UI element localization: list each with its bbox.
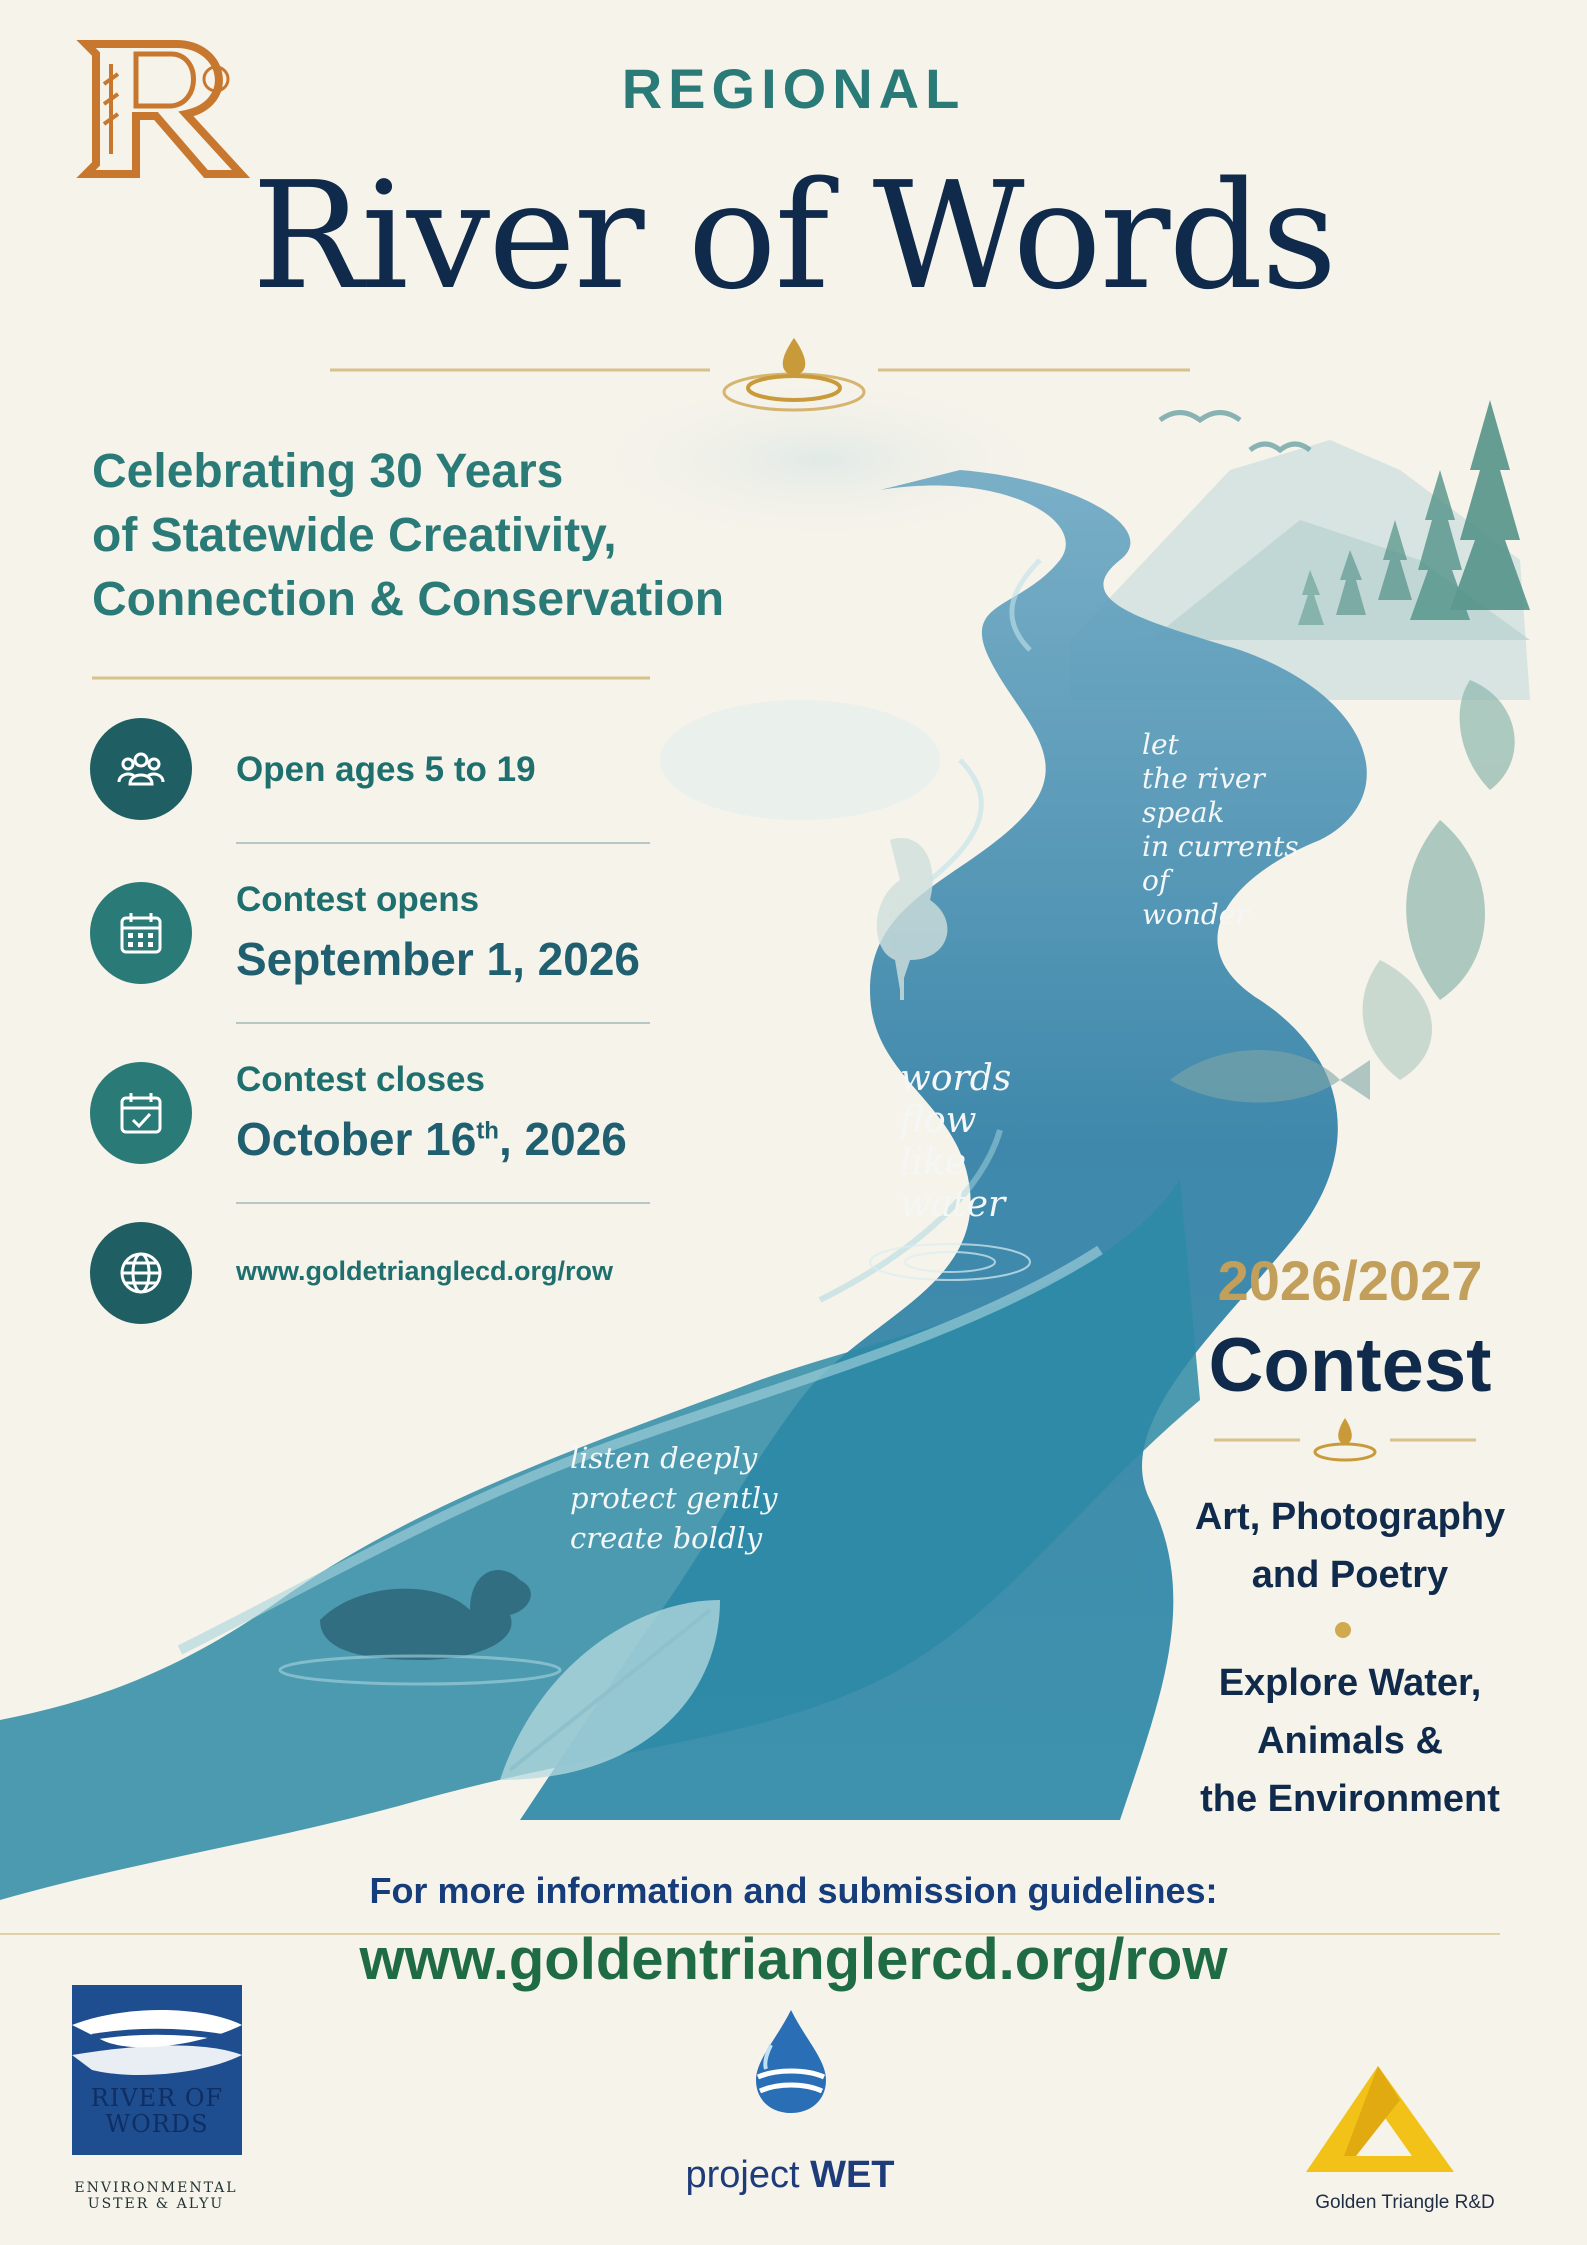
ages-label: Open ages 5 to 19 <box>236 750 536 789</box>
poem-line: flow <box>900 1100 977 1141</box>
project-wet-logo <box>620 2154 960 2197</box>
category-line: and Poetry <box>1251 1554 1449 1596</box>
closes-date-year: , 2026 <box>498 1113 627 1165</box>
opens-date: September 1, 2026 <box>236 933 641 985</box>
poem-line: water <box>900 1184 1006 1225</box>
poem-line: wonder <box>1142 898 1249 931</box>
contest-heading: Contest <box>1208 1323 1492 1408</box>
wet-bold: WET <box>810 2154 895 2196</box>
logo-text: WORDS <box>105 2110 209 2138</box>
opens-row <box>90 880 650 1000</box>
closes-row <box>90 1060 650 1180</box>
closes-label: Contest closes <box>236 1060 485 1099</box>
golden-triangle-logo-icon <box>1300 2060 1460 2180</box>
more-info-text: For more information and submission guidelines: <box>369 1870 1218 1911</box>
theme-line: the Environment <box>1200 1778 1500 1820</box>
poem-middle <box>900 1058 1011 1226</box>
closes-date-main: October 16 <box>236 1113 477 1165</box>
footer-url-link[interactable]: www.goldentrianglercd.org/row <box>359 1927 1228 1992</box>
poem-line: let <box>1142 728 1179 761</box>
row-logo-subtext <box>66 2180 246 2212</box>
birds <box>1160 413 1310 451</box>
bullet-dot <box>1335 1622 1351 1638</box>
category-line: Art, Photography <box>1194 1496 1506 1538</box>
closes-date <box>236 1112 627 1166</box>
divider <box>236 842 650 844</box>
water-drop-icon <box>746 2005 836 2115</box>
page-title: River of Words <box>251 150 1336 322</box>
logo-subtext: ENVIRONMENTAL <box>74 2180 238 2196</box>
globe-icon <box>90 1222 192 1324</box>
ages-row <box>90 718 650 828</box>
poem-lower <box>570 1438 778 1558</box>
closes-date-suffix: th <box>476 1117 499 1145</box>
divider <box>236 1022 650 1024</box>
poem-line: speak <box>1142 796 1225 829</box>
poem-line: create boldly <box>570 1521 763 1555</box>
poem-line: of <box>1142 864 1170 897</box>
poem-top-right <box>1142 728 1299 932</box>
intro-line: Celebrating 30 Years <box>92 445 564 498</box>
header-kicker: REGIONAL <box>621 57 966 120</box>
contest-divider <box>1214 1418 1476 1460</box>
contest-year: 2026/2027 <box>1217 1249 1483 1312</box>
people-group-icon <box>90 718 192 820</box>
theme-line: Explore Water, <box>1218 1662 1482 1704</box>
intro-line: of Statewide Creativity, <box>92 509 617 562</box>
poem-line: protect gently <box>570 1481 778 1515</box>
theme-line: Animals & <box>1257 1720 1443 1762</box>
website-link[interactable]: www.goldetrianglecd.org/row <box>236 1256 614 1286</box>
contest-categories <box>1160 1488 1540 1604</box>
divider <box>236 1202 650 1204</box>
poem-line: like <box>900 1142 967 1183</box>
river-of-words-logo <box>72 1985 242 2155</box>
poem-line: listen deeply <box>570 1441 758 1475</box>
intro-line: Connection & Conservation <box>92 573 725 626</box>
poem-line: in currents <box>1142 830 1299 863</box>
calendar-icon <box>90 882 192 984</box>
logo-text: RIVER OF <box>90 2084 224 2112</box>
logo-subtext: USTER & ALYU <box>87 2196 225 2212</box>
leaves-right <box>1363 680 1515 1080</box>
golden-triangle-label: Golden Triangle R&D <box>1315 2192 1495 2213</box>
opens-label: Contest opens <box>236 880 480 919</box>
intro-heading <box>92 440 812 632</box>
poem-line: the river <box>1142 762 1265 795</box>
poem-line: words <box>900 1058 1012 1099</box>
website-row[interactable] <box>90 1222 650 1332</box>
calendar-check-icon <box>90 1062 192 1164</box>
contest-themes <box>1160 1654 1540 1828</box>
wet-prefix: project <box>685 2154 800 2196</box>
